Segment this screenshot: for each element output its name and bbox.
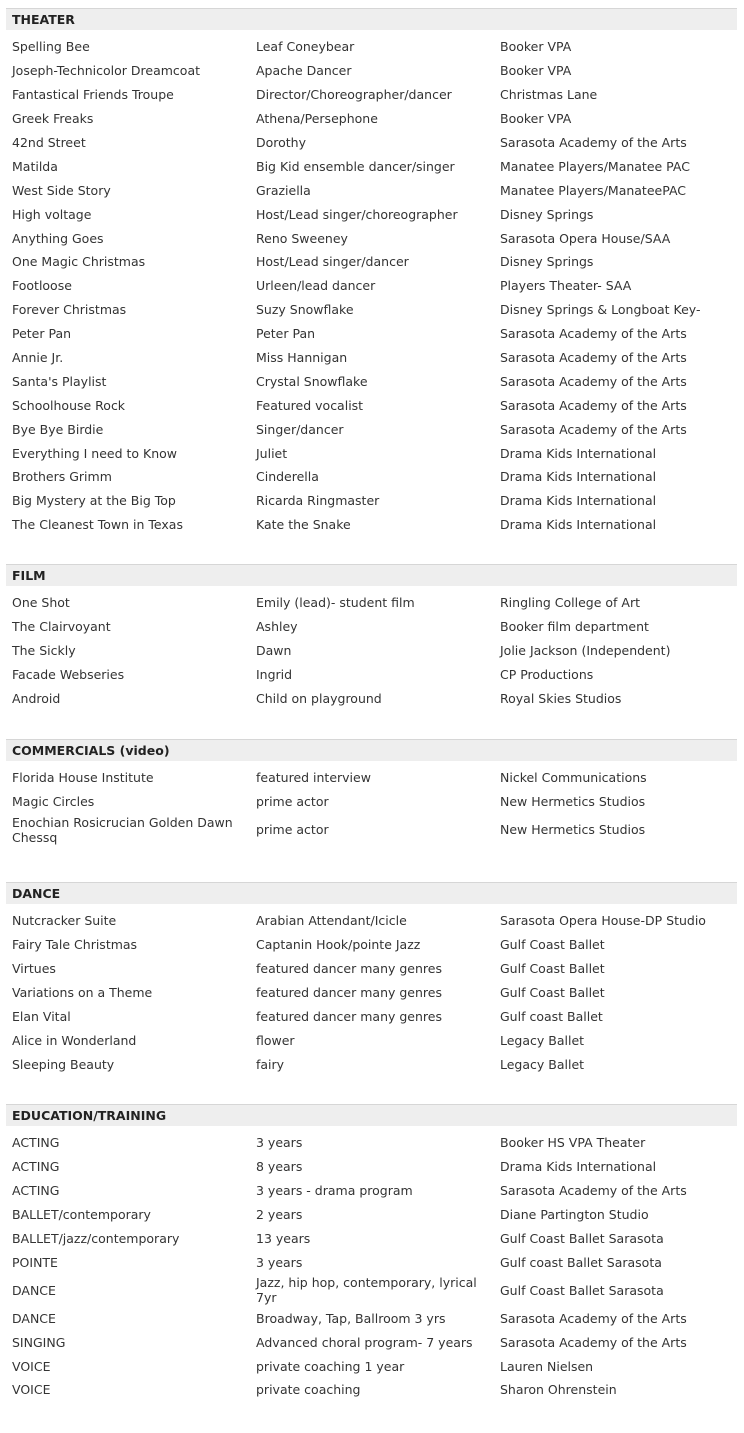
credit-row: [6, 591, 737, 615]
credit-title: West Side Story: [12, 182, 111, 198]
credit-role: Dawn: [256, 643, 292, 659]
credit-role: featured dancer many genres: [256, 1009, 442, 1024]
section-theater: [6, 8, 737, 564]
credit-row: [6, 981, 737, 1005]
section-heading: FILM: [6, 564, 737, 586]
credit-venue: Sharon Ohrenstein: [500, 1382, 617, 1398]
credit-venue: Sarasota Academy of the Arts: [500, 1334, 687, 1350]
credit-row: [6, 1179, 737, 1203]
section-education: [6, 1104, 737, 1404]
credit-row: [6, 1028, 737, 1052]
credit-role: Featured vocalist: [256, 397, 364, 413]
credit-role: Cinderella: [256, 469, 319, 485]
credit-title: Anything Goes: [12, 230, 104, 246]
credit-venue: New Hermetics Studios: [500, 822, 646, 838]
credit-venue: Legacy Ballet: [500, 1032, 585, 1048]
credit-role: Singer/dancer: [256, 421, 344, 437]
credit-venue: Disney Springs & Longboat Key-: [500, 302, 701, 318]
credit-venue: Booker film department: [500, 619, 649, 635]
credit-title: BALLET/jazz/contemporary: [12, 1231, 180, 1246]
section-film: [6, 564, 737, 739]
credit-role: Ricarda Ringmaster: [256, 493, 380, 509]
credit-role: Arabian Attendant/Icicle: [256, 913, 407, 929]
credit-role: 13 years: [256, 1231, 311, 1246]
credit-venue: Sarasota Opera House/SAA: [500, 230, 671, 246]
credit-row: [6, 1155, 737, 1179]
credit-title: Magic Circles: [12, 794, 95, 810]
credit-role: Advanced choral program- 7 years: [256, 1334, 473, 1350]
credit-row: [6, 1052, 737, 1076]
credit-venue: CP Productions: [500, 667, 594, 683]
credit-row: [6, 615, 737, 639]
credit-row: [6, 322, 737, 346]
credit-title: Android: [12, 691, 61, 706]
credit-row: [6, 1131, 737, 1155]
credit-role: Crystal Snowflake: [256, 373, 368, 389]
credit-venue: Diane Partington Studio: [500, 1207, 649, 1223]
credit-venue: Nickel Communications: [500, 770, 647, 786]
credit-row: [6, 687, 737, 711]
credit-role: 3 years - drama program: [256, 1183, 413, 1199]
credit-role: fairy: [256, 1056, 285, 1072]
credit-role: 8 years: [256, 1159, 303, 1175]
credit-role: Child on playground: [256, 691, 382, 706]
credit-row: [6, 814, 737, 846]
credit-row: [6, 933, 737, 957]
credit-title: Florida House Institute: [12, 770, 154, 786]
credit-venue: Drama Kids International: [500, 517, 657, 533]
credit-role: Dorothy: [256, 135, 307, 150]
credit-title: Santa's Playlist: [12, 373, 107, 389]
credit-venue: Drama Kids International: [500, 445, 657, 461]
credit-venue: Gulf coast Ballet: [500, 1009, 603, 1024]
credit-title: Brothers Grimm: [12, 469, 112, 485]
credit-row: [6, 83, 737, 107]
credit-row: [6, 766, 737, 790]
credit-row: [6, 1274, 737, 1306]
credit-title: Matilda: [12, 158, 58, 174]
credit-role: Apache Dancer: [256, 63, 352, 79]
credit-role: private coaching 1 year: [256, 1358, 405, 1374]
credit-role: Urleen/lead dancer: [256, 278, 376, 294]
credit-role: featured dancer many genres: [256, 961, 442, 977]
credit-row: [6, 957, 737, 981]
credit-venue: Manatee Players/ManateePAC: [500, 182, 687, 198]
credit-row: [6, 1354, 737, 1378]
credit-title: Footloose: [12, 278, 72, 294]
credit-title: Enochian Rosicrucian Golden Dawn Chessq: [12, 814, 233, 845]
credit-title: DANCE: [12, 1282, 56, 1298]
credit-row: [6, 465, 737, 489]
credit-title: Forever Christmas: [12, 302, 127, 318]
credit-title: Big Mystery at the Big Top: [12, 493, 176, 509]
credit-title: ACTING: [12, 1159, 60, 1175]
credit-title: Greek Freaks: [12, 111, 94, 127]
credit-role: featured interview: [256, 770, 371, 786]
credit-title: Elan Vital: [12, 1009, 71, 1024]
credit-title: Peter Pan: [12, 326, 72, 342]
section-heading: THEATER: [6, 8, 737, 30]
credit-row: [6, 663, 737, 687]
credit-role: Graziella: [256, 182, 311, 198]
credit-role: featured dancer many genres: [256, 985, 442, 1001]
credit-role: Peter Pan: [256, 326, 316, 342]
credit-title: Bye Bye Birdie: [12, 421, 104, 437]
section-heading: EDUCATION/TRAINING: [6, 1104, 737, 1126]
credit-row: [6, 1378, 737, 1402]
credit-role: Host/Lead singer/choreographer: [256, 206, 458, 222]
credit-venue: Drama Kids International: [500, 1159, 657, 1175]
credit-title: Facade Webseries: [12, 667, 125, 683]
credit-row: [6, 154, 737, 178]
credit-venue: Disney Springs: [500, 254, 594, 270]
credit-title: ACTING: [12, 1135, 60, 1151]
credit-row: [6, 489, 737, 513]
credit-venue: Sarasota Academy of the Arts: [500, 1183, 687, 1199]
credit-venue: Drama Kids International: [500, 469, 657, 485]
credit-row: [6, 909, 737, 933]
credit-title: Variations on a Theme: [12, 985, 153, 1001]
credit-title: Virtues: [12, 961, 56, 977]
credit-venue: Drama Kids International: [500, 493, 657, 509]
credit-role: Ashley: [256, 619, 298, 635]
credit-row: [6, 35, 737, 59]
credit-title: Alice in Wonderland: [12, 1032, 137, 1048]
section-dance: [6, 882, 737, 1104]
credit-role: Big Kid ensemble dancer/singer: [256, 158, 455, 174]
credit-title: One Shot: [12, 595, 70, 611]
credit-title: The Clairvoyant: [12, 619, 111, 635]
credit-venue: Sarasota Academy of the Arts: [500, 373, 687, 389]
credit-row: [6, 1250, 737, 1274]
credit-title: DANCE: [12, 1310, 56, 1326]
credit-row: [6, 1203, 737, 1227]
credit-role: prime actor: [256, 794, 329, 810]
credit-row: [6, 393, 737, 417]
credit-row: [6, 369, 737, 393]
credit-venue: Booker VPA: [500, 39, 572, 55]
credit-title: Everything I need to Know: [12, 445, 178, 461]
credit-venue: New Hermetics Studios: [500, 794, 646, 810]
credit-role: Jazz, hip hop, contemporary, lyrical 7yr: [256, 1275, 477, 1306]
resume-tables: [6, 8, 737, 1404]
credit-role: Juliet: [256, 445, 288, 461]
credit-row: [6, 1306, 737, 1330]
section-commercials: [6, 739, 737, 882]
credit-row: [6, 1330, 737, 1354]
credit-list: [6, 1126, 737, 1402]
credit-row: [6, 441, 737, 465]
credit-title: One Magic Christmas: [12, 254, 146, 270]
credit-role: Athena/Persephone: [256, 111, 378, 127]
credit-venue: Royal Skies Studios: [500, 691, 622, 706]
credit-venue: Sarasota Academy of the Arts: [500, 397, 687, 413]
credit-title: Fairy Tale Christmas: [12, 937, 138, 953]
credit-venue: Disney Springs: [500, 206, 594, 222]
credit-venue: Ringling College of Art: [500, 595, 641, 611]
credit-row: [6, 59, 737, 83]
credit-title: Annie Jr.: [12, 350, 64, 366]
credit-role: Director/Choreographer/dancer: [256, 87, 452, 103]
credit-title: POINTE: [12, 1254, 58, 1270]
credit-role: Miss Hannigan: [256, 350, 348, 366]
credit-venue: Gulf Coast Ballet: [500, 985, 605, 1001]
credit-list: [6, 761, 737, 846]
credit-venue: Manatee Players/Manatee PAC: [500, 158, 690, 174]
credit-row: [6, 107, 737, 131]
credit-role: Leaf Coneybear: [256, 39, 355, 55]
credit-role: Emily (lead)- student film: [256, 595, 415, 611]
credit-venue: Sarasota Opera House-DP Studio: [500, 913, 706, 929]
credit-title: VOICE: [12, 1358, 51, 1374]
credit-role: 2 years: [256, 1207, 303, 1223]
credit-venue: Christmas Lane: [500, 87, 598, 103]
credit-venue: Players Theater- SAA: [500, 278, 632, 294]
credit-row: [6, 131, 737, 155]
credit-row: [6, 298, 737, 322]
credit-list: [6, 586, 737, 710]
credit-role: Suzy Snowflake: [256, 302, 354, 318]
credit-title: Joseph-Technicolor Dreamcoat: [12, 63, 201, 79]
credit-row: [6, 346, 737, 370]
credit-role: prime actor: [256, 822, 329, 838]
credit-role: Kate the Snake: [256, 517, 351, 533]
credit-venue: Legacy Ballet: [500, 1056, 585, 1072]
credit-role: Captanin Hook/pointe Jazz: [256, 937, 421, 953]
credit-title: Fantastical Friends Troupe: [12, 87, 174, 103]
credit-role: Ingrid: [256, 667, 293, 683]
credit-title: VOICE: [12, 1382, 51, 1398]
credit-row: [6, 1005, 737, 1029]
credit-role: Host/Lead singer/dancer: [256, 254, 409, 270]
credit-role: flower: [256, 1032, 295, 1048]
credit-list: [6, 904, 737, 1076]
credit-venue: Sarasota Academy of the Arts: [500, 421, 687, 437]
credit-title: ACTING: [12, 1183, 60, 1199]
credit-venue: Booker HS VPA Theater: [500, 1135, 646, 1151]
credit-venue: Sarasota Academy of the Arts: [500, 350, 687, 366]
credit-title: Nutcracker Suite: [12, 913, 117, 929]
credit-venue: Sarasota Academy of the Arts: [500, 135, 687, 150]
credit-role: private coaching: [256, 1382, 361, 1398]
credit-row: [6, 1227, 737, 1251]
credit-title: The Cleanest Town in Texas: [12, 517, 183, 533]
credit-role: 3 years: [256, 1135, 303, 1151]
credit-venue: Gulf Coast Ballet: [500, 937, 605, 953]
credit-role: Broadway, Tap, Ballroom 3 yrs: [256, 1310, 446, 1326]
credit-venue: Gulf Coast Ballet Sarasota: [500, 1231, 664, 1246]
credit-venue: Booker VPA: [500, 111, 572, 127]
credit-venue: Booker VPA: [500, 63, 572, 79]
credit-row: [6, 790, 737, 814]
credit-venue: Gulf Coast Ballet Sarasota: [500, 1282, 664, 1298]
credit-role: 3 years: [256, 1254, 303, 1270]
credit-venue: Gulf coast Ballet Sarasota: [500, 1254, 662, 1270]
credit-row: [6, 178, 737, 202]
credit-row: [6, 226, 737, 250]
credit-venue: Gulf Coast Ballet: [500, 961, 605, 977]
credit-venue: Sarasota Academy of the Arts: [500, 1310, 687, 1326]
section-heading: DANCE: [6, 882, 737, 904]
credit-row: [6, 274, 737, 298]
credit-role: Reno Sweeney: [256, 230, 348, 246]
credit-venue: Sarasota Academy of the Arts: [500, 326, 687, 342]
credit-row: [6, 417, 737, 441]
credit-title: 42nd Street: [12, 135, 86, 150]
section-heading: COMMERCIALS (video): [6, 739, 737, 761]
credit-row: [6, 250, 737, 274]
credit-title: Spelling Bee: [12, 39, 90, 55]
credit-title: BALLET/contemporary: [12, 1207, 151, 1223]
credit-title: SINGING: [12, 1334, 66, 1350]
credit-title: The Sickly: [12, 643, 76, 659]
credit-row: [6, 639, 737, 663]
credit-title: Schoolhouse Rock: [12, 397, 126, 413]
credit-row: [6, 202, 737, 226]
credit-row: [6, 513, 737, 537]
credit-list: [6, 30, 737, 537]
credit-venue: Jolie Jackson (Independent): [500, 643, 671, 659]
credit-title: Sleeping Beauty: [12, 1056, 115, 1072]
credit-title: High voltage: [12, 206, 92, 222]
credit-venue: Lauren Nielsen: [500, 1358, 594, 1374]
